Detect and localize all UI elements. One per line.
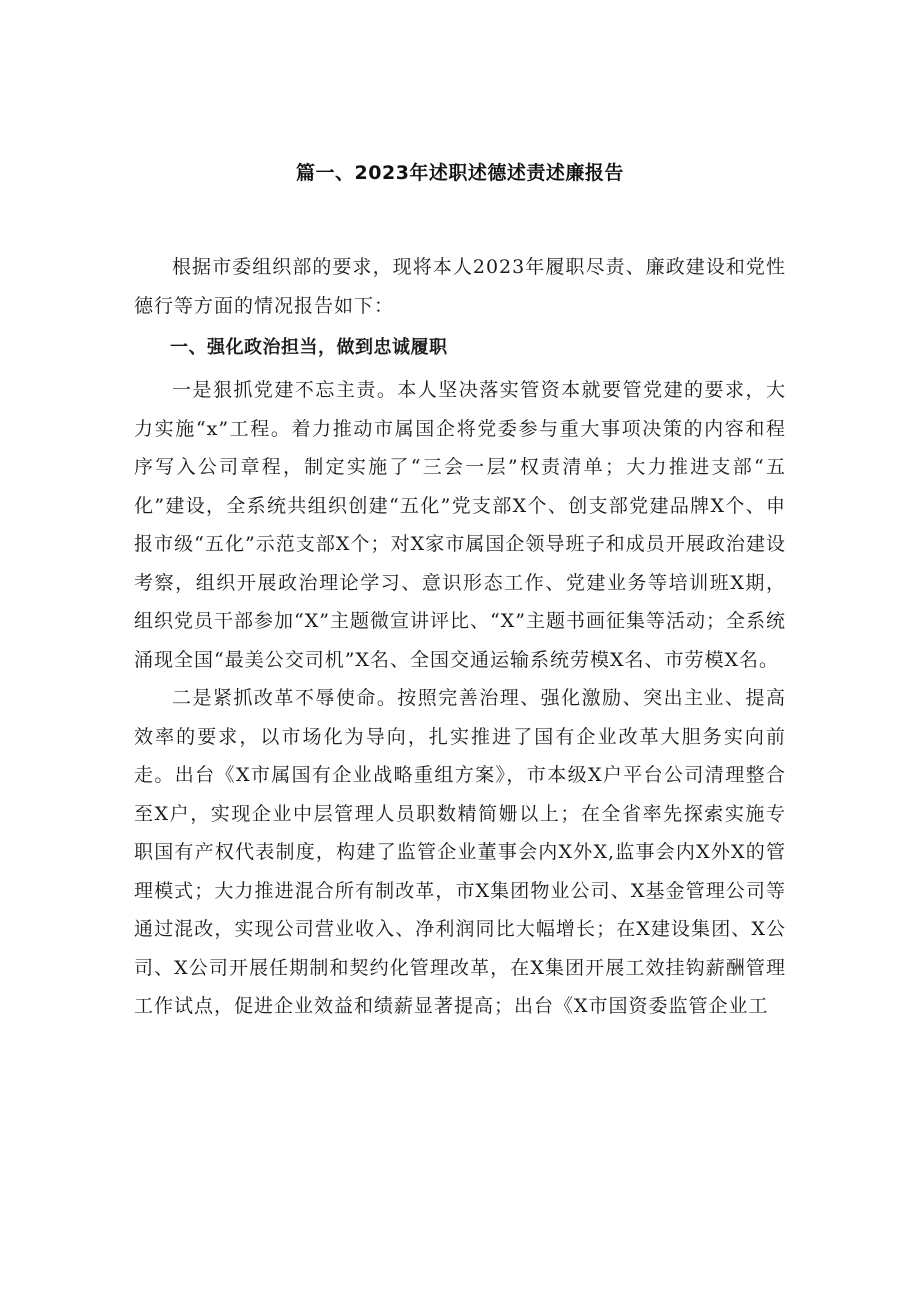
paragraph-reform: 二是紧抓改革不辱使命。按照完善治理、强化激励、突出主业、提高效率的要求，以市场化为导向，扎实推进了国有企业改革大胆务实向前走。出台《X市属国有企业战略重组方案》，市本级X户平台公司清理整合至X户，实现企业中层管理人员职数精简姗以上；在全省率先探索实施专职国有产权代表制度，构建了监管企业董事会内X外X,监事会内X外X的管理模式；大力推进混合所有制改革，市X集团物业公司、X基金管理公司等通过混改，实现公司营业收入、净利润同比大幅增长；在X建设集团、X公司、X公司开展任期制和契约化管理改革，在X集团开展工效挂钩薪酬管理工作试点，促进企业效益和绩薪显著提高；出台《X市国资委监管企业工 [134,687,786,1017]
document-title: 篇一、2023年述职述德述责述廉报告 [296,162,624,184]
paragraph-party-building: 一是狠抓党建不忘主责。本人坚决落实管资本就要管党建的要求，大力实施“x”工程。着力推动市属国企将党委参与重大事项决策的内容和程序写入公司章程，制定实施了“三会一层”权责清单；大力推进支部“五化”建设，全系统共组织创建“五化”党支部X个、创支部党建品牌X个、申报市级“五化”示范支部X个；对X家市属国企领导班子和成员开展政治建设考察，组织开展政治理论学习、意识形态工作、党建业务等培训班X期，组织党员干部参加“X”主题微宣讲评比、“X”主题书画征集等活动；全系统涌现全国“最美公交司机”X名、全国交通运输系统劳模X名、市劳模X名。 [134,379,786,671]
document-body [134,248,786,1026]
section-heading: 一、强化政治担当，做到忠诚履职 [170,337,448,358]
intro-paragraph: 根据市委组织部的要求，现将本人2023年履职尽责、廉政建设和党性德行等方面的情况报告如下： [134,256,786,317]
